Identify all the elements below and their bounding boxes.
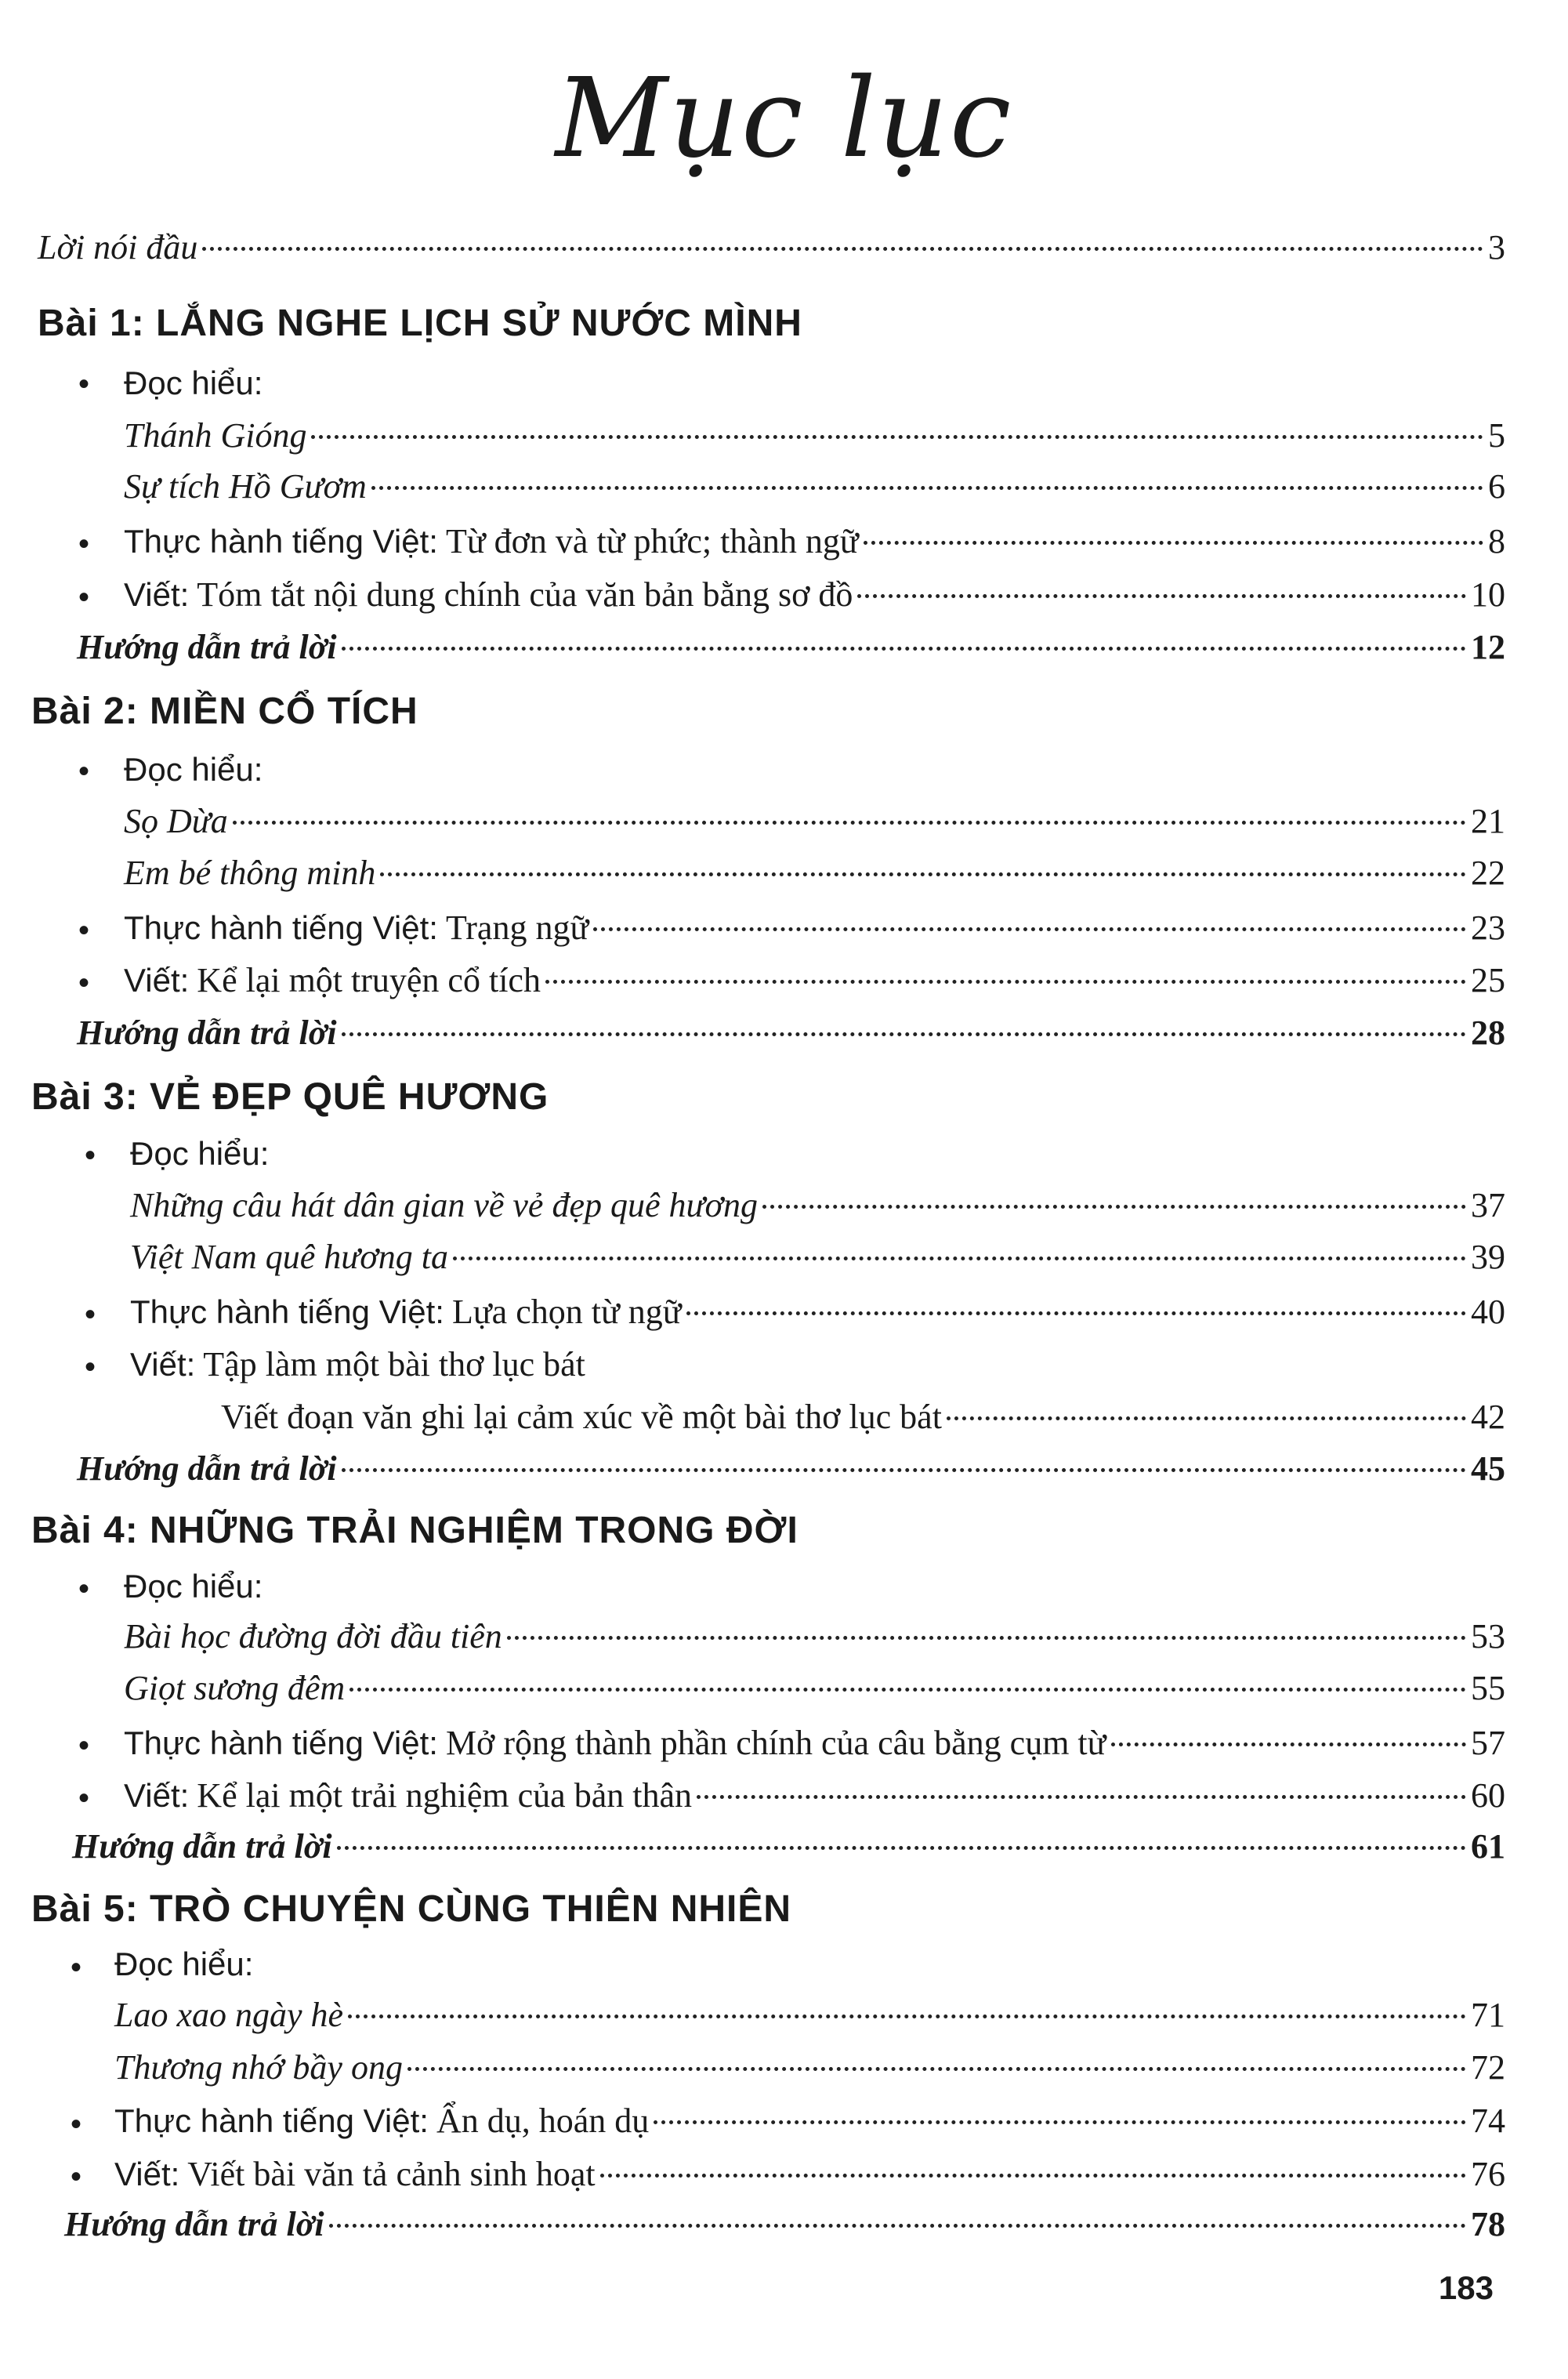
entry-page: 57 — [1471, 1724, 1505, 1762]
dot-leader — [857, 594, 1466, 598]
entry-title: Viết đoạn văn ghi lại cảm xúc về một bài thơ lục bát — [221, 1398, 942, 1436]
toc-entry — [124, 521, 1505, 561]
toc-entry — [124, 1775, 1505, 1815]
entry-page: 37 — [1471, 1186, 1505, 1224]
dot-leader — [349, 1688, 1466, 1692]
toc-entry — [124, 415, 1505, 455]
entry-title: Trạng ngữ — [445, 908, 589, 947]
entry-page: 53 — [1471, 1617, 1505, 1656]
dot-leader — [453, 1257, 1466, 1260]
bullet-icon: • — [78, 580, 90, 615]
entry-label: Thực hành tiếng Việt: — [124, 523, 438, 560]
entry-title: Từ đơn và từ phức; thành ngữ — [445, 522, 859, 560]
dot-leader — [342, 1032, 1466, 1036]
entry-title: Sự tích Hồ Gươm — [124, 467, 367, 506]
entry-page: 39 — [1471, 1238, 1505, 1276]
entry-label: Thực hành tiếng Việt: — [124, 1724, 438, 1761]
guide-page: 78 — [1471, 2205, 1505, 2243]
toc-guide — [77, 627, 1505, 667]
bullet-icon: • — [78, 527, 90, 561]
entry-title: Bài học đường đời đầu tiên — [124, 1617, 502, 1656]
toc-guide — [72, 1826, 1505, 1866]
dot-leader — [202, 247, 1483, 251]
entry-page: 74 — [1471, 2102, 1505, 2140]
entry-title: Tập làm một bài thơ lục bát — [203, 1345, 585, 1384]
entry-title: Lao xao ngày hè — [114, 1996, 344, 2034]
entry-label: Thực hành tiếng Việt: — [124, 909, 438, 946]
entry-page: 72 — [1471, 2048, 1505, 2087]
dot-leader — [1111, 1743, 1467, 1746]
entry-label: Viết: — [114, 2156, 180, 2192]
entry-page: 55 — [1471, 1669, 1505, 1707]
entry-title: Thương nhớ bầy ong — [114, 2048, 403, 2087]
dot-leader — [600, 2174, 1466, 2178]
dot-leader — [371, 486, 1483, 490]
guide-label: Hướng dẫn trả lời — [77, 628, 337, 666]
toc-entry — [114, 1995, 1505, 2035]
dot-leader — [342, 1468, 1466, 1472]
bullet-icon: • — [71, 1950, 82, 1985]
toc-entry — [124, 908, 1505, 948]
toc-entry — [221, 1397, 1505, 1437]
preface-page: 3 — [1488, 228, 1505, 267]
toc-entry — [124, 1668, 1505, 1708]
entry-title: Thánh Gióng — [124, 416, 307, 455]
reading-label: Đọc hiểu: — [124, 751, 263, 788]
entry-page: 23 — [1471, 908, 1505, 947]
entry-title: Em bé thông minh — [124, 854, 376, 892]
toc-entry — [124, 853, 1505, 893]
entry-page: 22 — [1471, 854, 1505, 892]
bullet-icon: • — [78, 367, 90, 401]
entry-page: 40 — [1471, 1293, 1505, 1331]
entry-title: Kể lại một truyện cổ tích — [197, 961, 541, 999]
dot-leader — [348, 2015, 1466, 2018]
toc-entry — [124, 466, 1505, 506]
bullet-icon: • — [78, 1572, 90, 1606]
bullet-icon: • — [71, 2107, 82, 2141]
entry-page: 21 — [1471, 802, 1505, 840]
toc-entry — [124, 1616, 1505, 1656]
toc-guide — [64, 2204, 1505, 2244]
dot-leader — [233, 821, 1466, 825]
bullet-icon: • — [85, 1350, 96, 1384]
lesson-heading: Bài 2: MIỀN CỔ TÍCH — [31, 691, 418, 732]
bullet-icon: • — [85, 1297, 96, 1332]
entry-title: Kể lại một trải nghiệm của bản thân — [197, 1776, 692, 1815]
entry-page: 25 — [1471, 961, 1505, 999]
guide-label: Hướng dẫn trả lời — [72, 1827, 332, 1866]
preface-label: Lời nói đầu — [38, 228, 198, 267]
toc-entry — [124, 1723, 1505, 1763]
toc-entry — [114, 2047, 1505, 2087]
entry-page: 71 — [1471, 1996, 1505, 2034]
dot-leader — [380, 872, 1466, 876]
dot-leader — [329, 2224, 1466, 2228]
dot-leader — [686, 1311, 1466, 1315]
dot-leader — [864, 541, 1483, 545]
bullet-icon: • — [78, 754, 90, 789]
entry-label: Viết: — [124, 1777, 190, 1814]
guide-page: 28 — [1471, 1014, 1505, 1052]
dot-leader — [407, 2067, 1466, 2071]
dot-leader — [762, 1205, 1466, 1209]
toc-entry — [130, 1344, 585, 1384]
guide-label: Hướng dẫn trả lời — [77, 1014, 337, 1052]
entry-label: Thực hành tiếng Việt: — [114, 2102, 429, 2139]
guide-label: Hướng dẫn trả lời — [64, 2205, 324, 2243]
page-number: 183 — [1438, 2269, 1494, 2306]
entry-title: Mở rộng thành phần chính của câu bằng cụm từ — [445, 1724, 1106, 1762]
lesson-heading: Bài 5: TRÒ CHUYỆN CÙNG THIÊN NHIÊN — [31, 1888, 792, 1930]
dot-leader — [697, 1795, 1466, 1799]
bullet-icon: • — [78, 966, 90, 1000]
guide-page: 12 — [1471, 628, 1505, 666]
toc-entry — [130, 1292, 1505, 1332]
lesson-heading: Bài 1: LẮNG NGHE LỊCH SỬ NƯỚC MÌNH — [38, 303, 802, 344]
dot-leader — [507, 1636, 1466, 1640]
entry-label: Viết: — [124, 962, 190, 999]
entry-page: 5 — [1488, 416, 1505, 455]
entry-title: Lựa chọn từ ngữ — [451, 1293, 682, 1331]
entry-page: 8 — [1488, 522, 1505, 560]
bullet-icon: • — [78, 913, 90, 948]
entry-title: Tóm tắt nội dung chính của văn bản bằng sơ đồ — [197, 575, 853, 614]
entry-page: 6 — [1488, 467, 1505, 506]
dot-leader — [311, 435, 1483, 439]
reading-label: Đọc hiểu: — [124, 364, 263, 401]
toc-entry — [130, 1185, 1505, 1225]
toc-guide — [77, 1449, 1505, 1489]
entry-title: Giọt sương đêm — [124, 1669, 346, 1707]
bullet-icon: • — [71, 2160, 82, 2194]
toc-entry — [124, 801, 1505, 841]
entry-title: Sọ Dừa — [124, 802, 228, 840]
lesson-heading: Bài 3: VẺ ĐẸP QUÊ HƯƠNG — [31, 1076, 549, 1118]
entry-label: Thực hành tiếng Việt: — [130, 1293, 444, 1330]
guide-page: 61 — [1471, 1827, 1505, 1866]
toc-entry — [114, 2154, 1505, 2194]
entry-page: 42 — [1471, 1398, 1505, 1436]
toc-entry — [124, 960, 1505, 1000]
dot-leader — [545, 980, 1466, 984]
toc-guide — [77, 1013, 1505, 1053]
toc-entry — [130, 1237, 1505, 1277]
dot-leader — [947, 1416, 1466, 1420]
entry-title: Những câu hát dân gian về vẻ đẹp quê hương — [130, 1186, 758, 1224]
bullet-icon: • — [78, 1728, 90, 1763]
page-title: Mục lục — [555, 55, 1013, 183]
bullet-icon: • — [85, 1138, 96, 1173]
toc-entry — [124, 575, 1505, 615]
dot-leader — [337, 1846, 1466, 1850]
entry-title: Ẩn dụ, hoán dụ — [436, 2102, 650, 2140]
entry-title: Viết bài văn tả cảnh sinh hoạt — [187, 2155, 596, 2193]
entry-page: 60 — [1471, 1776, 1505, 1815]
lesson-heading: Bài 4: NHỮNG TRẢI NGHIỆM TRONG ĐỜI — [31, 1510, 798, 1551]
dot-leader — [342, 647, 1466, 651]
entry-label: Viết: — [130, 1346, 196, 1383]
guide-label: Hướng dẫn trả lời — [77, 1449, 337, 1488]
toc-entry — [114, 2101, 1505, 2141]
reading-label: Đọc hiểu: — [114, 1946, 254, 1982]
entry-label: Viết: — [124, 576, 190, 613]
toc-preface — [38, 227, 1505, 267]
guide-page: 45 — [1471, 1449, 1505, 1488]
entry-page: 76 — [1471, 2155, 1505, 2193]
dot-leader — [654, 2120, 1466, 2124]
reading-label: Đọc hiểu: — [124, 1568, 263, 1605]
entry-title: Việt Nam quê hương ta — [130, 1238, 448, 1276]
reading-label: Đọc hiểu: — [130, 1135, 270, 1172]
entry-page: 10 — [1471, 575, 1505, 614]
dot-leader — [593, 927, 1466, 931]
bullet-icon: • — [78, 1781, 90, 1815]
